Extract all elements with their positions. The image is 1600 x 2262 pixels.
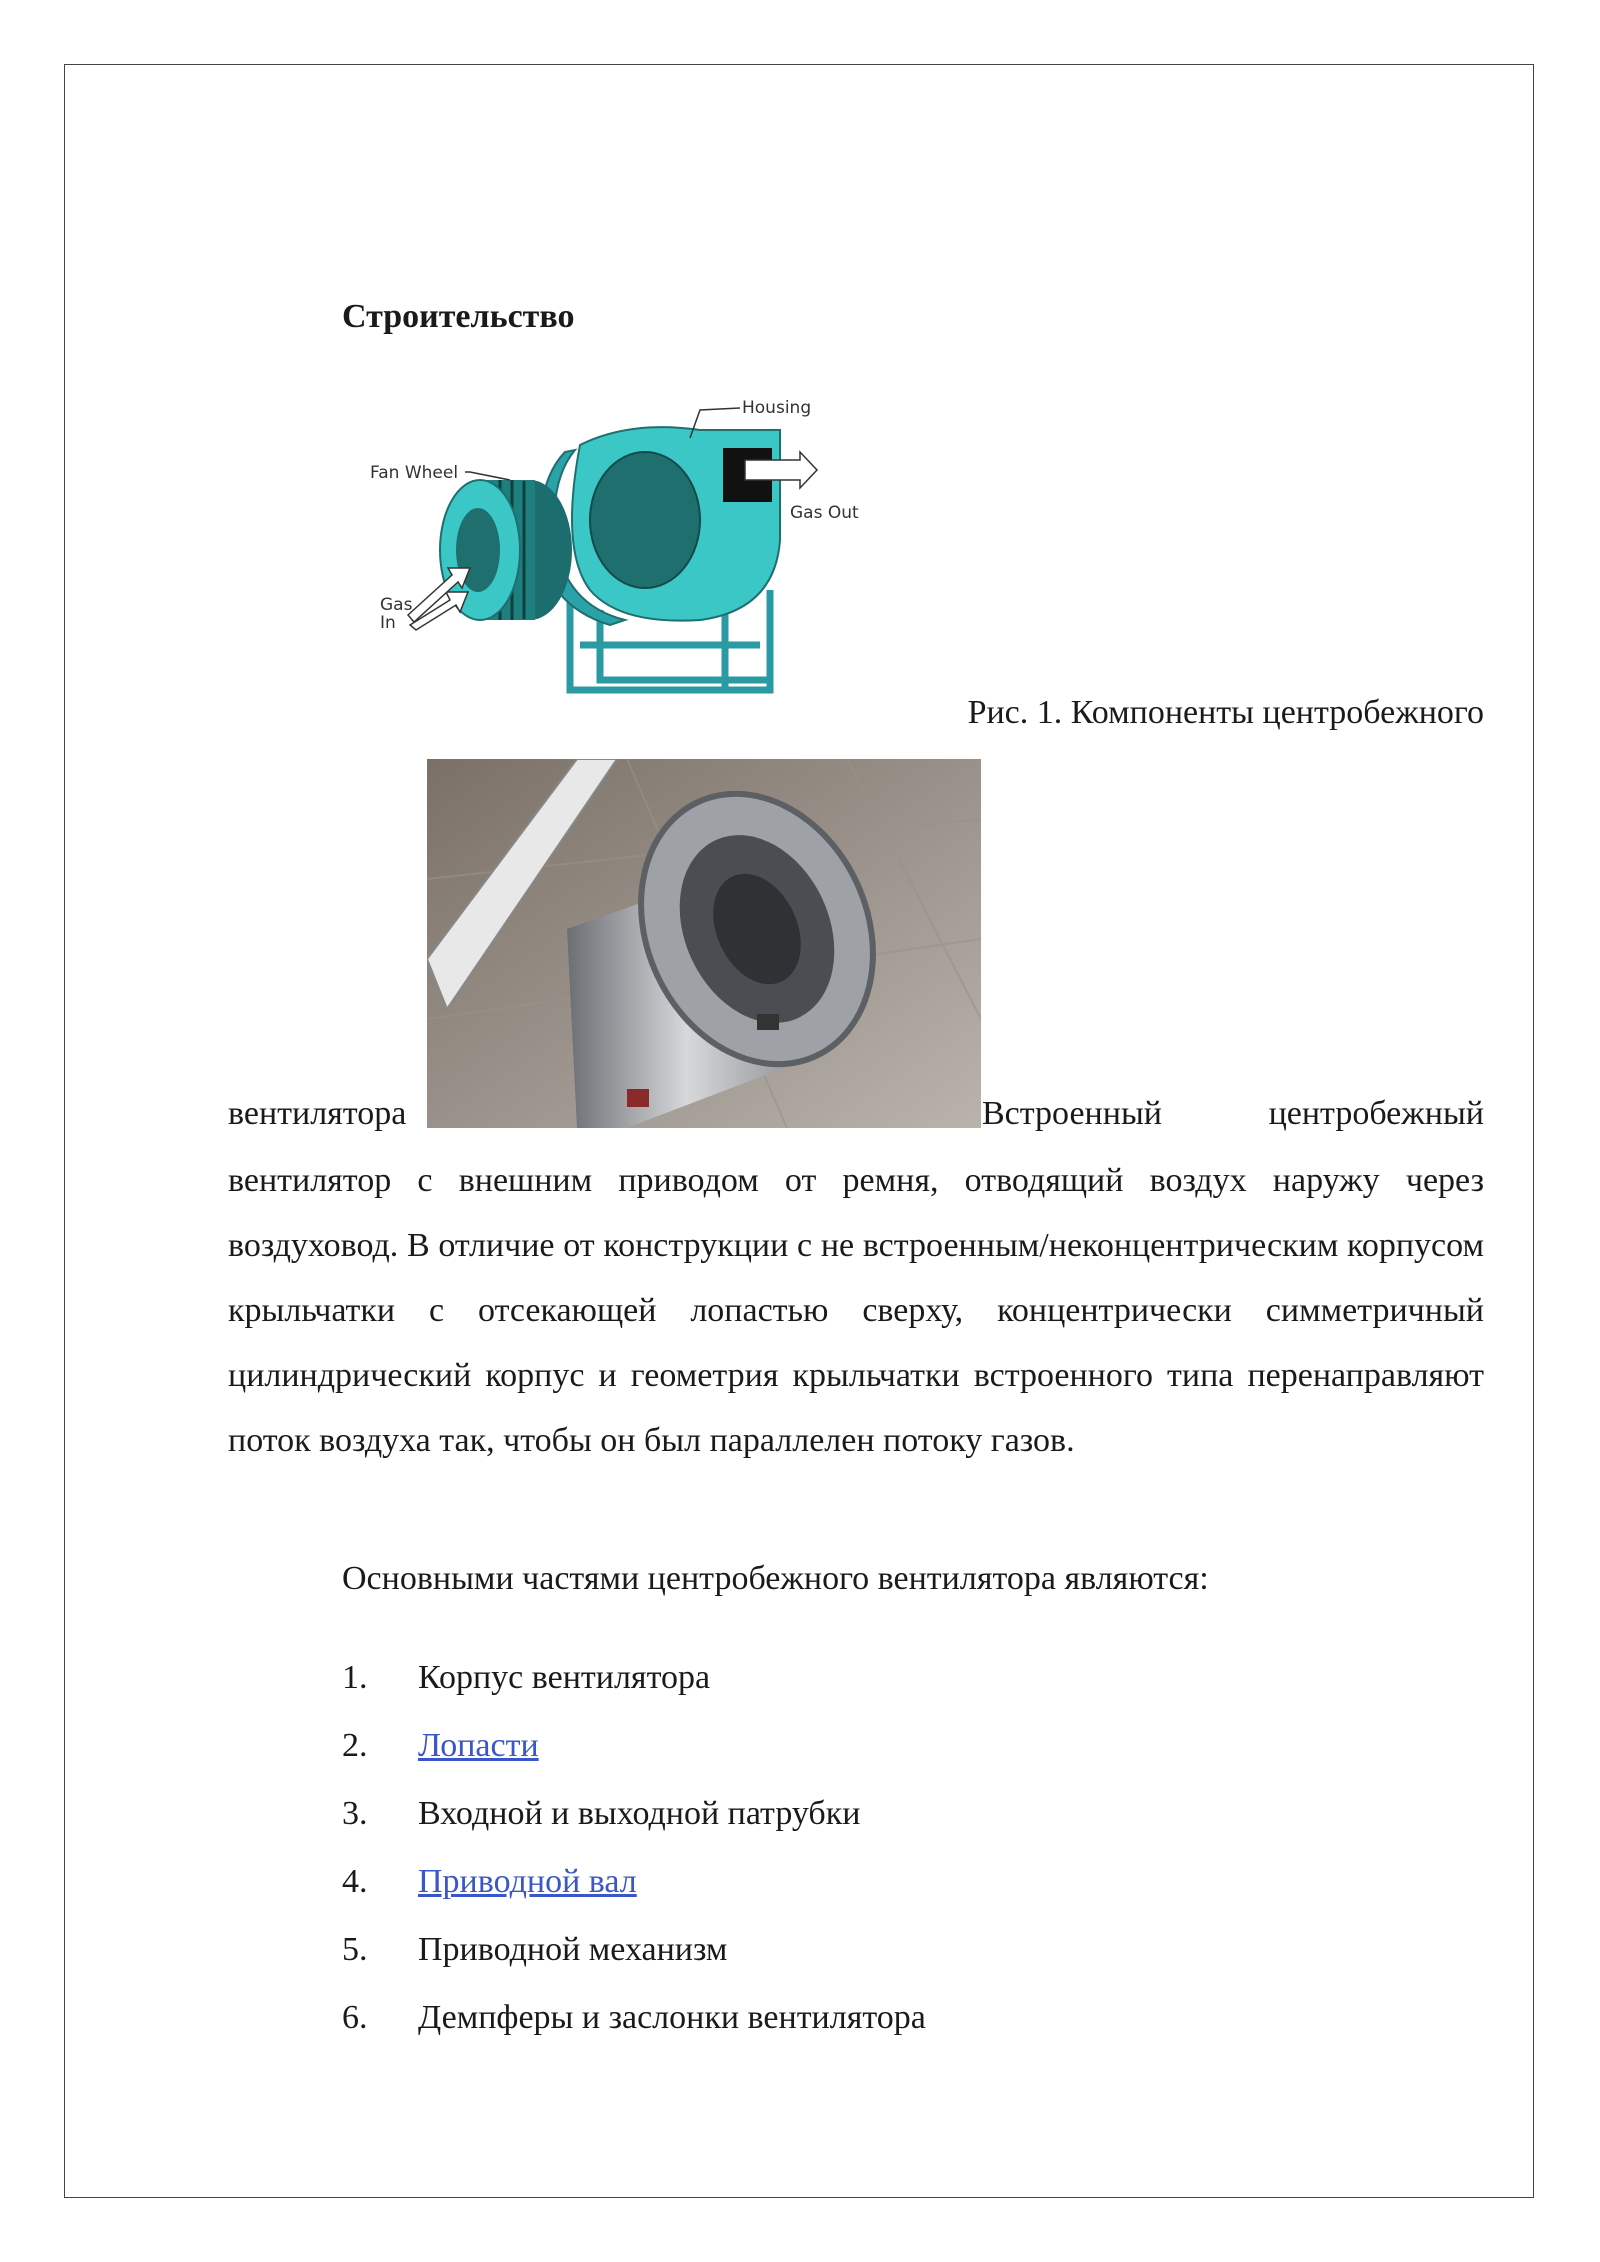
list-item-label: Корпус вентилятора	[418, 1659, 711, 1696]
housing-inlet-opening	[590, 452, 700, 588]
list-item-label: Приводной механизм	[418, 1931, 728, 1968]
word-before-photo: вентилятора	[228, 1095, 407, 1132]
section-heading: Строительство	[342, 298, 575, 335]
figure-caption: Рис. 1. Компоненты центробежного	[967, 694, 1484, 731]
paragraph-first-line	[228, 1095, 1484, 1141]
link-drive-shaft[interactable]: Приводной вал	[418, 1863, 637, 1900]
list-item-number: 1.	[342, 1659, 368, 1696]
paragraph-body: вентилятор с внешним приводом от ремня, отводящий воздух наружу через воздуховод. В отличие от конструкции с не встроенным/неконцентрическим корпусом крыльчатки с отсекающей лопастью сверху, концентрически симметричный цилиндрический корпус и геометрия крыльчатки встроенного типа перенаправляют поток воздуха так, чтобы он был параллелен потоку газов.	[228, 1162, 1484, 1459]
list-item-number: 6.	[342, 1999, 368, 2036]
list-item-number: 2.	[342, 1727, 368, 1764]
list-item-label: Входной и выходной патрубки	[418, 1795, 861, 1832]
gas-in-arrow	[408, 568, 470, 630]
label-gas-in-1: Gas	[380, 595, 413, 615]
list-item-number: 3.	[342, 1795, 368, 1832]
label-housing: Housing	[742, 398, 812, 418]
parts-intro: Основными частями центробежного вентилятора являются:	[342, 1560, 1209, 1597]
list-item-label: Демпферы и заслонки вентилятора	[418, 1999, 926, 2036]
label-gas-in-2: In	[380, 613, 396, 633]
centrifugal-fan-diagram	[370, 390, 870, 700]
words-after-photo: Встроенный центробежный	[982, 1095, 1484, 1132]
label-gas-out: Gas Out	[790, 503, 859, 523]
label-fan-wheel: Fan Wheel	[370, 463, 459, 483]
list-item-number: 5.	[342, 1931, 368, 1968]
inline-fan-photo	[427, 759, 981, 1128]
list-item-number: 4.	[342, 1863, 368, 1900]
link-blades[interactable]: Лопасти	[418, 1727, 539, 1764]
